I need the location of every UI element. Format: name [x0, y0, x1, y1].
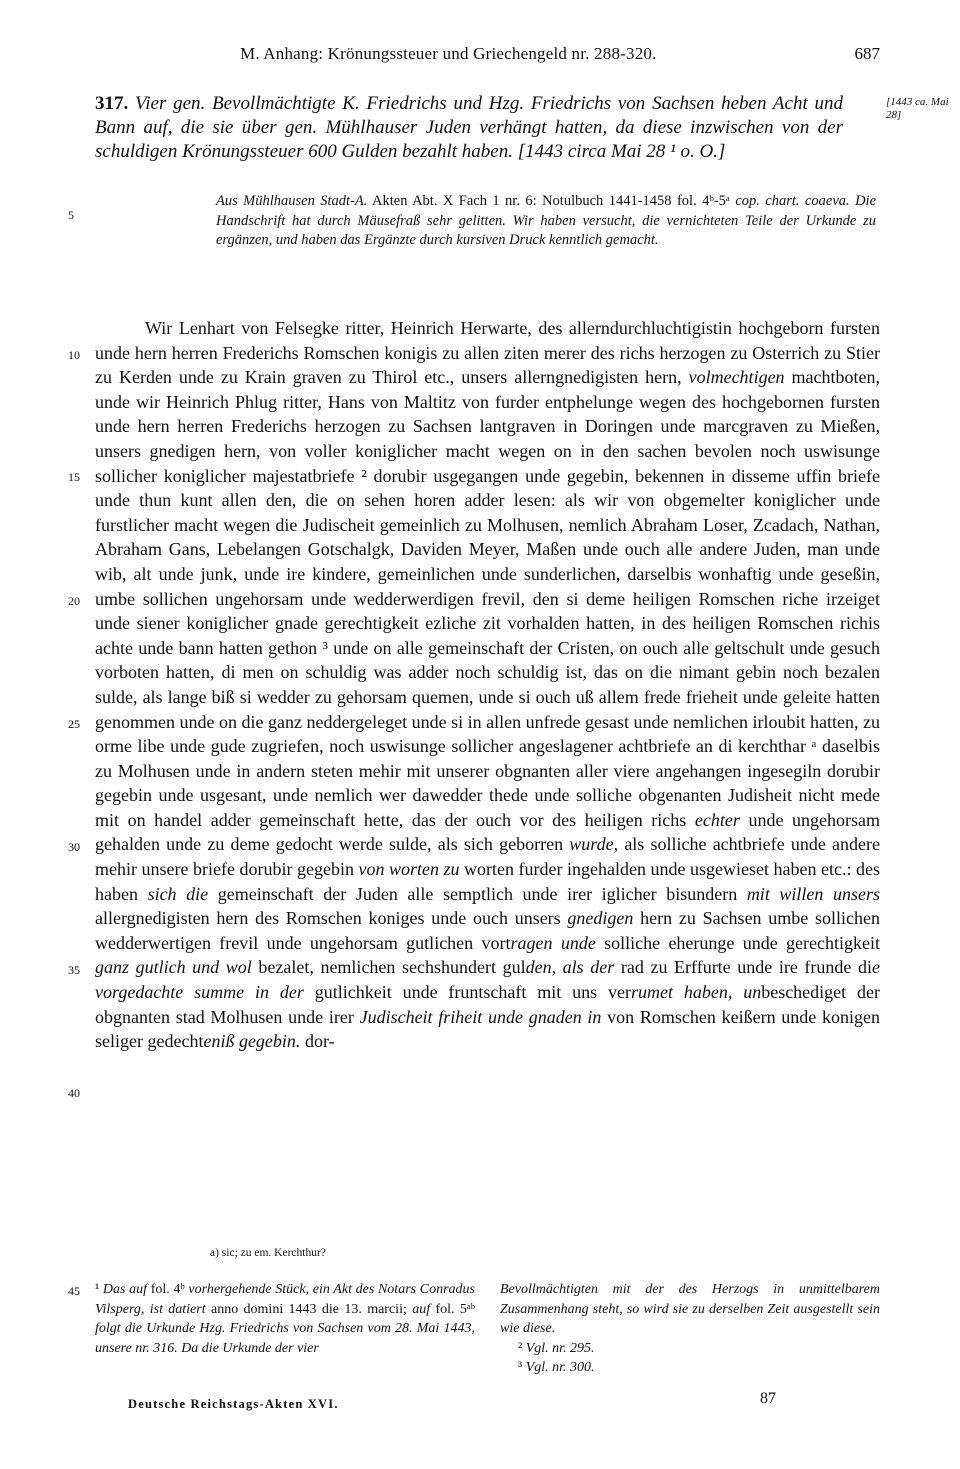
- document-number: 317.: [95, 93, 129, 114]
- line-number: 45: [68, 1284, 80, 1298]
- source-note: [216, 192, 876, 251]
- volume-signature: Deutsche Reichstags-Akten XVI.: [128, 1397, 339, 1411]
- document-heading: [95, 92, 843, 164]
- running-header: [95, 44, 880, 70]
- source-description: cop. chart. coaeva. Die Handschrift hat durch Mäusefraß sehr gelitten. Wir haben versucht, die vernichteten Teile der Urkunde zu ergänzen, und haben das Ergänzte durch kursiven Druck kenntlich gemacht.: [216, 193, 877, 248]
- margin-date: [1443 ca. Mai 28]: [886, 96, 949, 121]
- line-number: 35: [68, 963, 80, 977]
- footnote-column-left: ¹ Das auf fol. 4ᵇ vorhergehende Stück, ein Akt des Notars Conradus Vilsperg, ist datiert anno domini 1443 die 13. marcii; auf fol. 5ᵃᵇ folgt die Urkunde Hzg. Friedrichs von Sachsen vom 28. Mai 1443, unsere nr. 316. Da die Urkunde der vier: [95, 1282, 475, 1356]
- body-paragraph: Wir Lenhart von Felsegke ritter, Heinrich Herwarte, des allerndurchluchtigistin hochgeborn fursten unde hern herren Frederichs Romschen konigis zu allen ziten merer des richs herzogen zu Osterrich zu Stier zu Kerden unde zu Krain graven zu Thirol etc., unsers allerngnedigisten hern, volmechtigen machtboten, unde wir Heinrich Phlug ritter, Hans von Maltitz von furder entphelunge wegen des hochgebornen fursten unde hern herren Frederichs herzogen zu Sachsen lantgraven in Doringen unde marcgraven zu Mießen, unsers gnedigen hern, von voller koniglicher macht wegen on in den sachen bevolen noch uswisunge sollicher koniglicher majestatbriefe ² dorubir usgegangen unde gegebin, bekennen in disseme uffin briefe unde thun kunt allen den, die on sehen horen adder lesen: als wir von obgemelter koniglicher unde furstlicher macht wegen die Judischeit gemeinlich zu Molhusen, nemlich Abraham Loser, Zcadach, Nathan, Abraham Gans, Lebelangen Gotschalgk, Daviden Meyer, Maßen unde ouch alle andere Juden, man unde wib, alt unde junk, unde ire kindere, gemeinlichen unde sunderlichen, darselbis wonhaftig unde geseßin, umbe sollichen ungehorsam unde wedderwerdigen frevil, den si deme heiligen Romschen riche irzeiget unde siener koniglicher gnade gerechtigkeit ezliche zit vorhalden hatten, in des heiligen Romschen richis achte unde bann hatten gethon ³ unde on alle gemeinschaft der Cristen, on ouch alle geltschult unde gesuch vorboten hatten, di men on schuldig was adder noch schuldig ist, das on die nimant gebin noch bezalen sulde, als lange biß si wedder zu gehorsam quemen, unde si ouch uß allem frede frieheit unde geleite hatten genommen unde on die ganz neddergeleget unde si in allen unfrede gesast unde nemlichen irloubit hatten, zu orme libe unde gude zugriefen, noch uswisunge sollicher angeslagener achtbriefe an di kerchthar ᵃ daselbis zu Molhusen unde in andern steten mehir mit unserer obgnanten aller viere angehangen ingesegiln dorubir gegebin unde usgesant, unde nemlich wer dawedder thede unde solliche obgenanten Judisheit nicht mede mit on handel adder gemeinschaft hette, das der ouch vor des heiligen richs echter unde ungehorsam gehalden unde zu deme gedocht werde sulde, als sich geborren wurde, als solliche achtbriefe unde andere mehir unsere briefe dorubir gegebin von worten zu worten furder ingehalden unde usgewieset haben etc.: des haben sich die gemeinschaft der Juden alle semptlich unde irer iglicher bisundern mit willen unsers allergnedigisten hern des Romschen koniges unde ouch unsers gnedigen hern zu Sachsen umbe sollichen wedderwertigen frevil unde ungehorsam gutlichen vortragen unde solliche eherunge unde gerechtigkeit ganz gutlich und wol bezalet, nemlichen sechshundert gulden, als der rad zu Erffurte unde ire frunde die vorgedachte summe in der gutlichkeit unde fruntschaft mit uns verrumet haben, unbeschediget der obgnanten stad Molhusen unde irer Judischeit friheit unde gnaden in von Romschen keißern unde konigen seliger gedechteniß gegebin. dor-: [95, 318, 881, 1052]
- line-number: 15: [68, 470, 80, 484]
- line-number: 30: [68, 840, 80, 854]
- line-number: 25: [68, 717, 80, 731]
- source-shelfmark: Akten Abt. X Fach 1 nr. 6: Notulbuch 1441-1458 fol. 4ᵇ-5ᵃ: [367, 193, 730, 209]
- running-title: M. Anhang: Krönungssteuer und Griechengeld nr. 288-320.: [240, 44, 657, 63]
- footnote-mark: ¹: [95, 1282, 100, 1297]
- line-number: 10: [68, 348, 80, 362]
- footnote-continuation: Bevollmächtigten mit der des Herzogs in unmittelbarem Zusammenhang steht, so wird sie zu derselben Zeit ausgestellt sein wie diese.: [500, 1282, 880, 1336]
- document-body: [95, 316, 880, 1054]
- line-number: 5: [68, 208, 74, 222]
- line-number: 40: [68, 1086, 80, 1100]
- footnote-2: ² Vgl. nr. 295.: [518, 1340, 595, 1356]
- critical-apparatus: a) sic; zu em. Kerchthur?: [210, 1247, 326, 1259]
- source-archive: Aus Mühlhausen Stadt-A.: [216, 193, 368, 209]
- heading-summary: Vier gen. Bevollmächtigte K. Friedrichs und Hzg. Friedrichs von Sachsen heben Acht und Bann auf, die sie über gen. Mühlhauser Juden verhängt hatten, da diese inzwischen von der schuldigen Krönungssteuer 600 Gulden bezahlt haben.: [95, 93, 844, 162]
- page-number: 687: [854, 44, 880, 63]
- footnote-3: ³ Vgl. nr. 300.: [518, 1360, 595, 1375]
- line-number: 20: [68, 594, 80, 608]
- heading-date: [1443 circa Mai 28 ¹ o. O.]: [517, 141, 726, 162]
- footnote-column-right: [500, 1280, 880, 1378]
- sheet-number: 87: [760, 1390, 776, 1407]
